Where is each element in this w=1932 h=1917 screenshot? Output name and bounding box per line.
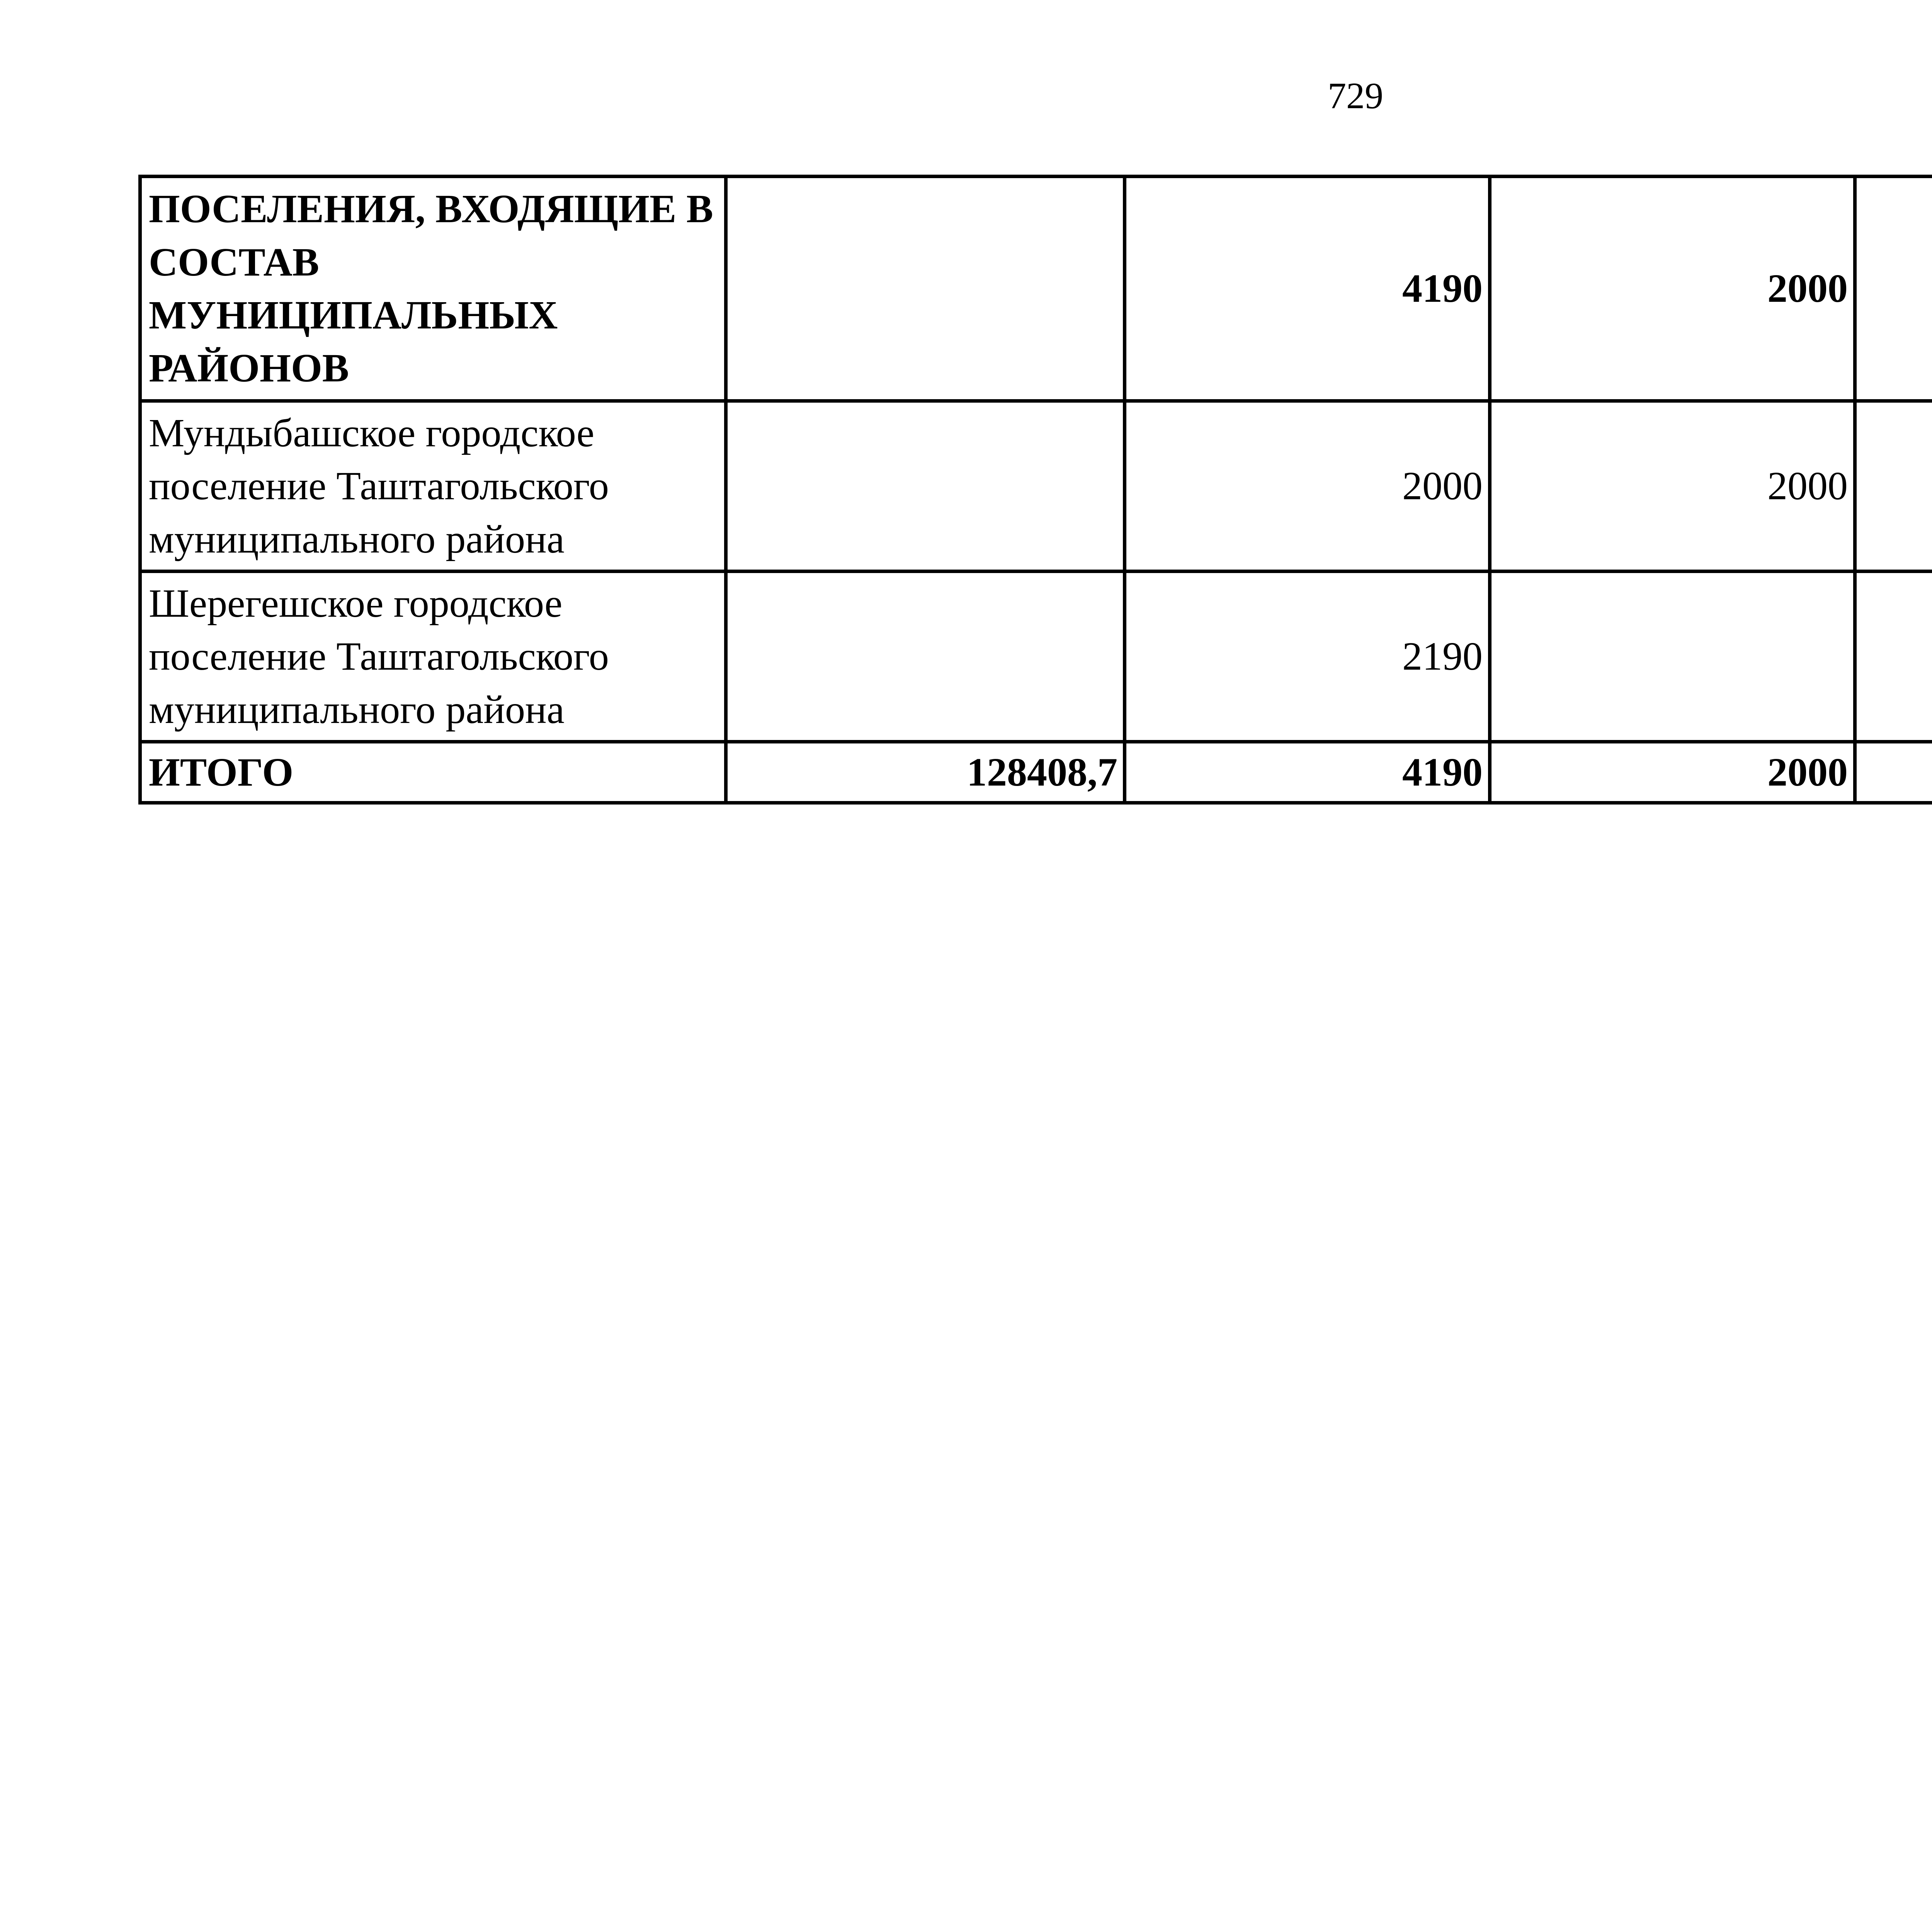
row-name-cell: ПОСЕЛЕНИЯ, ВХОДЯЩИЕ В СОСТАВ МУНИЦИПАЛЬНЫХ РАЙОНОВ [140,177,726,401]
page-number: 729 [1328,75,1383,116]
row-name-cell: Мундыбашское городское поселение Таштагольского муниципального района [140,401,726,572]
value-cell-2: 4190 [1125,177,1490,401]
value-cell-1 [726,177,1125,401]
value-cell-2: 2000 [1125,401,1490,572]
value-cell-3: 2000 [1490,177,1855,401]
table-row [140,401,1932,572]
value-cell-4 [1855,572,1932,742]
value-cell-3: 2000 [1490,401,1855,572]
value-cell-1 [726,572,1125,742]
value-cell-1 [726,401,1125,572]
row-name-cell: Шерегешское городское поселение Таштагольского муниципального района [140,572,726,742]
value-cell-3 [1490,572,1855,742]
row-name-cell: ИТОГО [140,742,726,803]
value-cell-4 [1855,401,1932,572]
value-cell-3: 2000 [1490,742,1855,803]
value-cell-2: 4190 [1125,742,1490,803]
value-cell-2: 2190 [1125,572,1490,742]
budget-table [138,175,1932,805]
value-cell-4 [1855,742,1932,803]
table-row [140,572,1932,742]
table-row-section [140,177,1932,401]
value-cell-1: 128408,7 [726,742,1125,803]
table-row-total [140,742,1932,803]
value-cell-4 [1855,177,1932,401]
